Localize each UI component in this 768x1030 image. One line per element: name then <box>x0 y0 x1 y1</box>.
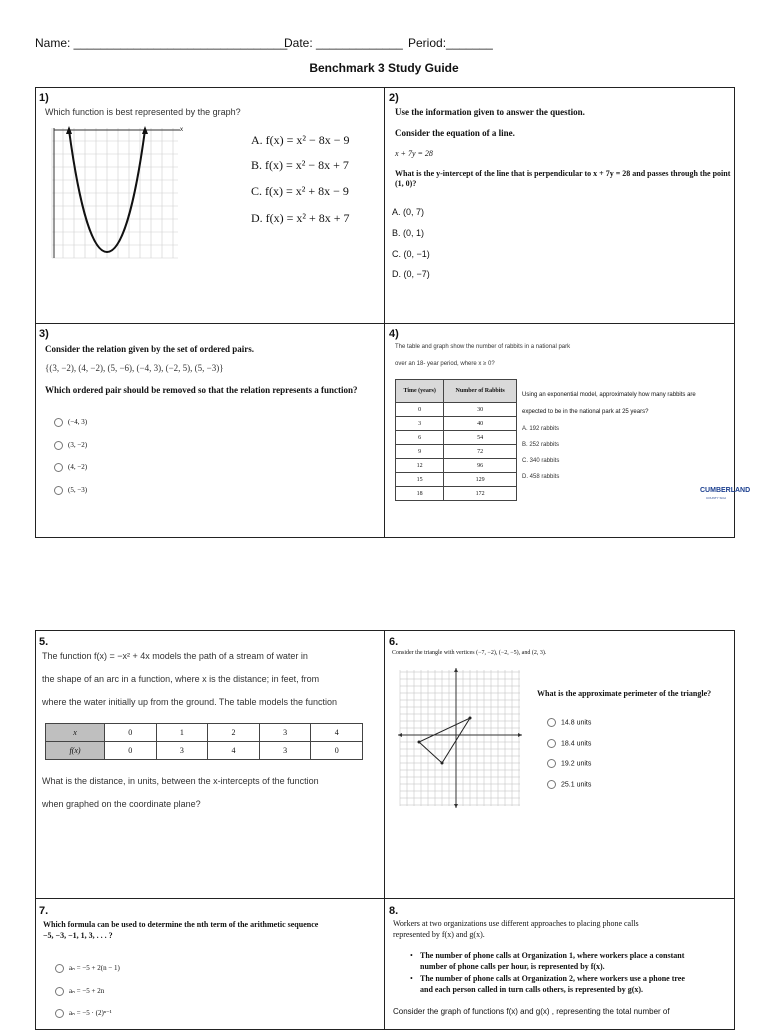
option-a[interactable]: A. f(x) = x² − 8x − 9 <box>251 133 350 147</box>
cell: 1 <box>156 724 208 742</box>
choice-label: 18.4 units <box>561 740 592 748</box>
cell: 172 <box>444 487 517 501</box>
cell: 18 <box>396 487 444 501</box>
name-field: Name: ________________________________ <box>35 36 288 50</box>
grid-divider-horizontal <box>35 323 735 324</box>
table-row <box>396 487 517 501</box>
intro-text: The table and graph show the number of rabbits in a national park <box>395 344 571 350</box>
cell: 0 <box>105 742 157 760</box>
choice-label: (−4, 3) <box>68 418 88 427</box>
choice-4[interactable] <box>547 780 591 789</box>
choice-label: (3, −2) <box>68 441 88 450</box>
cell: 4 <box>311 724 363 742</box>
rabbit-table <box>395 379 517 501</box>
table-row <box>396 417 517 431</box>
choice-1[interactable] <box>55 964 120 973</box>
choice-label: aₙ = −5 + 2(n − 1) <box>69 964 120 973</box>
ordered-pairs-set: {(3, −2), (4, −2), (5, −6), (−4, 3), (−2, 5), (5, −3)} <box>45 363 224 373</box>
cell: 2 <box>208 724 260 742</box>
cell: 3 <box>396 417 444 431</box>
intro-text: Consider the equation of a line. <box>395 128 515 138</box>
cell: 15 <box>396 473 444 487</box>
radio-button[interactable] <box>55 987 64 996</box>
choice-2[interactable] <box>55 987 104 996</box>
table-row <box>396 431 517 445</box>
option-b[interactable]: B. f(x) = x² − 8x + 7 <box>251 158 349 172</box>
table-row <box>396 445 517 459</box>
period-field: Period:_______ <box>408 36 493 50</box>
intro-text: Consider the triangle with vertices (−7, −2), (−2, −5), and (2, 3). <box>392 650 547 656</box>
question-number: 1) <box>39 92 49 104</box>
option-a[interactable]: A. (0, 7) <box>392 207 425 217</box>
problem-text: The function f(x) = −x² + 4x models the path of a stream of water in <box>42 651 308 661</box>
cell: 129 <box>444 473 517 487</box>
question-number: 3) <box>39 328 49 340</box>
choice-label: 14.8 units <box>561 719 592 727</box>
district-logo: CUMBERLAND <box>700 487 751 494</box>
table-row <box>46 742 363 760</box>
radio-button[interactable] <box>547 759 556 768</box>
option-b[interactable]: B. (0, 1) <box>392 228 425 238</box>
intro-text: Workers at two organizations use different approaches to placing phone calls <box>393 919 639 928</box>
choice-1[interactable] <box>54 418 87 427</box>
problem-text: where the water initially up from the ground. The table models the function <box>42 697 338 707</box>
equation: x + 7y = 28 <box>395 149 433 158</box>
bullet-text: number of phone calls per hour, is represented by f(x). <box>420 962 605 971</box>
choice-label: 19.2 units <box>561 760 592 768</box>
question-text: Using an exponential model, approximately how many rabbits are <box>522 392 696 398</box>
row-header: f(x) <box>46 742 105 760</box>
question-number: 6. <box>389 636 399 648</box>
cell: 9 <box>396 445 444 459</box>
radio-button[interactable] <box>54 463 63 472</box>
option-d[interactable]: D. 458 rabbits <box>522 474 560 480</box>
choice-label: (4, −2) <box>68 463 88 472</box>
cell: 30 <box>444 403 517 417</box>
option-b[interactable]: B. 252 rabbits <box>522 442 560 448</box>
problem-text: the shape of an arc in a function, where x is the distance; in feet, from <box>42 674 320 684</box>
cell: 0 <box>105 724 157 742</box>
row-header: x <box>46 724 105 742</box>
question-number: 2) <box>389 92 399 104</box>
cell: 6 <box>396 431 444 445</box>
choice-3[interactable] <box>55 1009 112 1018</box>
intro-text: represented by f(x) and g(x). <box>393 930 485 939</box>
axis-label-x: x <box>180 127 183 133</box>
radio-button[interactable] <box>547 718 556 727</box>
cell: 0 <box>396 403 444 417</box>
question-prompt: Which function is best represented by the graph? <box>45 107 241 117</box>
choice-2[interactable] <box>54 441 87 450</box>
intro-text: over an 18- year period, where x ≥ 0? <box>395 361 495 367</box>
question-text: What is the approximate perimeter of the triangle? <box>537 689 712 698</box>
question-number: 4) <box>389 328 399 340</box>
choice-label: 25.1 units <box>561 781 592 789</box>
parabola-graph <box>44 124 184 260</box>
radio-button[interactable] <box>54 441 63 450</box>
radio-button[interactable] <box>547 780 556 789</box>
bullet-marker: • <box>410 974 413 983</box>
grid-divider-horizontal <box>35 898 735 899</box>
bullet-text: The number of phone calls at Organization 2, where workers use a phone tree <box>420 974 685 983</box>
column-header: Time (years) <box>396 380 444 403</box>
question-text: What is the y-intercept of the line that is perpendicular to x + 7y = 28 and passes through the point (1, 0)? <box>395 169 731 188</box>
table-row <box>396 403 517 417</box>
radio-button[interactable] <box>55 1009 64 1018</box>
bullet-text: and each person called in turn calls others, is represented by g(x). <box>420 985 644 994</box>
option-d[interactable]: D. (0, −7) <box>392 269 430 279</box>
closing-text: Consider the graph of functions f(x) and g(x) , representing the total number of <box>393 1007 670 1016</box>
page-title: Benchmark 3 Study Guide <box>309 61 459 75</box>
radio-button[interactable] <box>54 486 63 495</box>
choice-3[interactable] <box>54 463 87 472</box>
column-header: Number of Rabbits <box>444 380 517 403</box>
question-text: −5, −3, −1, 1, 3, . . . ? <box>43 931 113 940</box>
cell: 0 <box>311 742 363 760</box>
question-number: 8. <box>389 905 399 917</box>
option-a[interactable]: A. 192 rabbits <box>522 426 560 432</box>
cell: 72 <box>444 445 517 459</box>
cell: 4 <box>208 742 260 760</box>
option-c[interactable]: C. f(x) = x² + 8x − 9 <box>251 184 349 198</box>
radio-button[interactable] <box>55 964 64 973</box>
choice-label: aₙ = −5 · (2)ⁿ⁻¹ <box>69 1009 112 1018</box>
choice-label: aₙ = −5 + 2n <box>69 987 105 996</box>
instruction: Use the information given to answer the question. <box>395 107 585 117</box>
table-row <box>396 473 517 487</box>
option-c[interactable]: C. (0, −1) <box>392 249 430 259</box>
choice-3[interactable] <box>547 759 591 768</box>
cell: 40 <box>444 417 517 431</box>
bullet-marker: • <box>410 951 413 960</box>
question-text: Which ordered pair should be removed so that the relation represents a function? <box>45 385 358 395</box>
question-text: when graphed on the coordinate plane? <box>42 799 201 809</box>
question-number: 5. <box>39 636 49 648</box>
district-logo-subtext: COUNTY SCH <box>706 496 726 500</box>
table-row <box>46 724 363 742</box>
cell: 3 <box>259 742 311 760</box>
cell: 96 <box>444 459 517 473</box>
choice-1[interactable] <box>547 718 591 727</box>
table-row <box>396 459 517 473</box>
date-field: Date: _____________ <box>284 36 403 50</box>
intro-text: Consider the relation given by the set of ordered pairs. <box>45 344 254 354</box>
function-table <box>45 723 363 760</box>
radio-button[interactable] <box>547 739 556 748</box>
option-c[interactable]: C. 340 rabbits <box>522 458 560 464</box>
bullet-text: The number of phone calls at Organization 1, where workers place a constant <box>420 951 685 960</box>
choice-2[interactable] <box>547 739 591 748</box>
question-number: 7. <box>39 905 49 917</box>
triangle-coordinate-grid <box>398 668 522 808</box>
grid-divider-vertical <box>384 87 385 538</box>
cell: 12 <box>396 459 444 473</box>
cell: 54 <box>444 431 517 445</box>
question-text: Which formula can be used to determine the nth term of the arithmetic sequence <box>43 920 319 929</box>
question-text: What is the distance, in units, between the x-intercepts of the function <box>42 776 319 786</box>
cell: 3 <box>156 742 208 760</box>
radio-button[interactable] <box>54 418 63 427</box>
grid-divider-vertical <box>384 630 385 1030</box>
cell: 3 <box>259 724 311 742</box>
option-d[interactable]: D. f(x) = x² + 8x + 7 <box>251 211 350 225</box>
choice-label: (5, −3) <box>68 486 88 495</box>
choice-4[interactable] <box>54 486 87 495</box>
question-text: expected to be in the national park at 25 years? <box>522 409 649 415</box>
